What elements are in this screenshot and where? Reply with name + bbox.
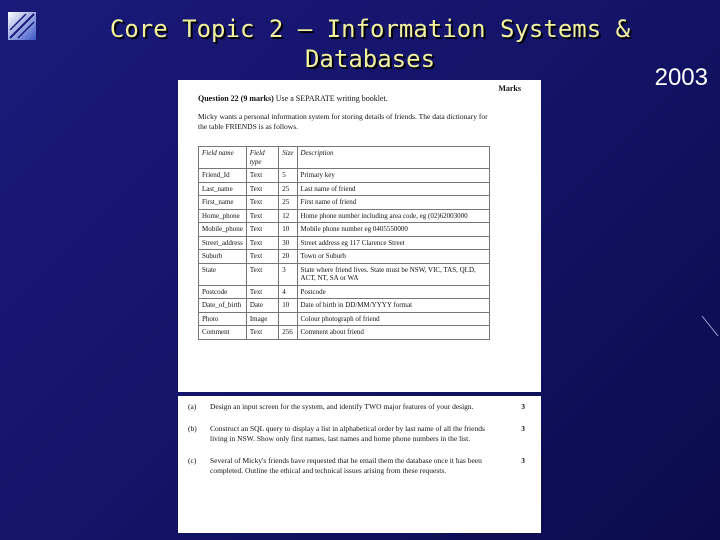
table-cell: Text [246, 196, 278, 210]
table-cell: Suburb [199, 250, 247, 264]
table-cell: 10 [279, 299, 297, 313]
table-row [199, 209, 490, 223]
table-header-cell: Description [297, 147, 490, 169]
table-cell: Last name of friend [297, 182, 490, 196]
table-row [199, 299, 490, 313]
table-cell: 25 [279, 196, 297, 210]
question-part [188, 402, 533, 412]
part-marks: 3 [521, 424, 525, 433]
table-header-cell: Field type [246, 147, 278, 169]
part-label: (c) [188, 456, 197, 465]
part-marks: 3 [521, 402, 525, 411]
table-cell: Comment [199, 326, 247, 340]
table-row [199, 263, 490, 285]
slide-logo-icon [6, 10, 38, 42]
table-cell: Town or Suburb [297, 250, 490, 264]
table-cell: 5 [279, 169, 297, 183]
table-cell: Home_phone [199, 209, 247, 223]
table-cell: Home phone number including area code, eg (02)62003000 [297, 209, 490, 223]
table-row [199, 182, 490, 196]
table-cell: First_name [199, 196, 247, 210]
table-cell: First name of friend [297, 196, 490, 210]
table-row [199, 236, 490, 250]
table-cell: 3 [279, 263, 297, 285]
table-cell: Street_address [199, 236, 247, 250]
table-cell: 10 [279, 223, 297, 237]
slide-year: 2003 [654, 64, 708, 91]
table-row [199, 326, 490, 340]
table-cell: Mobile phone number eg 0405550000 [297, 223, 490, 237]
table-cell: Text [246, 209, 278, 223]
table-cell: Photo [199, 312, 247, 326]
part-marks: 3 [521, 456, 525, 465]
part-text: Design an input screen for the system, and identify TWO major features of your design. [210, 402, 474, 411]
table-cell [279, 312, 297, 326]
table-cell: Date [246, 299, 278, 313]
table-row [199, 169, 490, 183]
table-cell: Primary key [297, 169, 490, 183]
question-part [188, 424, 533, 444]
table-cell: 20 [279, 250, 297, 264]
table-row [199, 285, 490, 299]
table-cell: Comment about friend [297, 326, 490, 340]
table-row [199, 196, 490, 210]
table-header-cell: Field name [199, 147, 247, 169]
table-cell: Text [246, 169, 278, 183]
marks-label: Marks [498, 84, 521, 93]
question-intro: Micky wants a personal information system for storing details of friends. The data dictionary for the table FRIENDS is as follows. [198, 112, 488, 131]
exam-page-bottom [178, 396, 541, 533]
table-row [199, 223, 490, 237]
table-cell: Date of birth in DD/MM/YYYY format [297, 299, 490, 313]
table-row [199, 312, 490, 326]
part-label: (b) [188, 424, 197, 433]
table-row [199, 250, 490, 264]
table-body [199, 169, 490, 340]
table-cell: State [199, 263, 247, 285]
data-dictionary-table [198, 146, 490, 340]
part-label: (a) [188, 402, 197, 411]
question-heading [198, 94, 388, 103]
table-cell: Last_name [199, 182, 247, 196]
table-cell: Colour photograph of friend [297, 312, 490, 326]
table-cell: Date_of_birth [199, 299, 247, 313]
table-cell: 256 [279, 326, 297, 340]
table-cell: Text [246, 182, 278, 196]
table-cell: 12 [279, 209, 297, 223]
question-instruction: Use a SEPARATE writing booklet. [275, 94, 388, 103]
part-text: Several of Micky's friends have requested that he email them the database once it has been completed. Outline the ethical and technical issues arising from these requests. [210, 456, 482, 475]
table-cell: Mobile_phone [199, 223, 247, 237]
table-cell: State where friend lives. State must be NSW, VIC, TAS, QLD, ACT, NT, SA or WA [297, 263, 490, 285]
table-cell: Text [246, 326, 278, 340]
diagonal-line-icon [700, 312, 720, 342]
part-text: Construct an SQL query to display a list in alphabetical order by last name of all the friends living in NSW. Show only first names, last names and home phone numbers in the list. [210, 424, 485, 443]
table-cell: 4 [279, 285, 297, 299]
table-cell: 30 [279, 236, 297, 250]
question-label: Question 22 (9 marks) [198, 94, 274, 103]
table-header-row [199, 147, 490, 169]
table-cell: Friend_Id [199, 169, 247, 183]
table-cell: Text [246, 223, 278, 237]
table-cell: Postcode [199, 285, 247, 299]
table-cell: Image [246, 312, 278, 326]
question-part [188, 456, 533, 476]
table-cell: Postcode [297, 285, 490, 299]
question-parts [188, 402, 533, 488]
table-cell: Street address eg 117 Clarence Street [297, 236, 490, 250]
table-cell: 25 [279, 182, 297, 196]
table-header-cell: Size [279, 147, 297, 169]
table-cell: Text [246, 236, 278, 250]
exam-page-top [178, 80, 541, 392]
slide-title: Core Topic 2 – Information Systems & Databases [109, 15, 631, 73]
table-cell: Text [246, 263, 278, 285]
table-cell: Text [246, 250, 278, 264]
table-cell: Text [246, 285, 278, 299]
